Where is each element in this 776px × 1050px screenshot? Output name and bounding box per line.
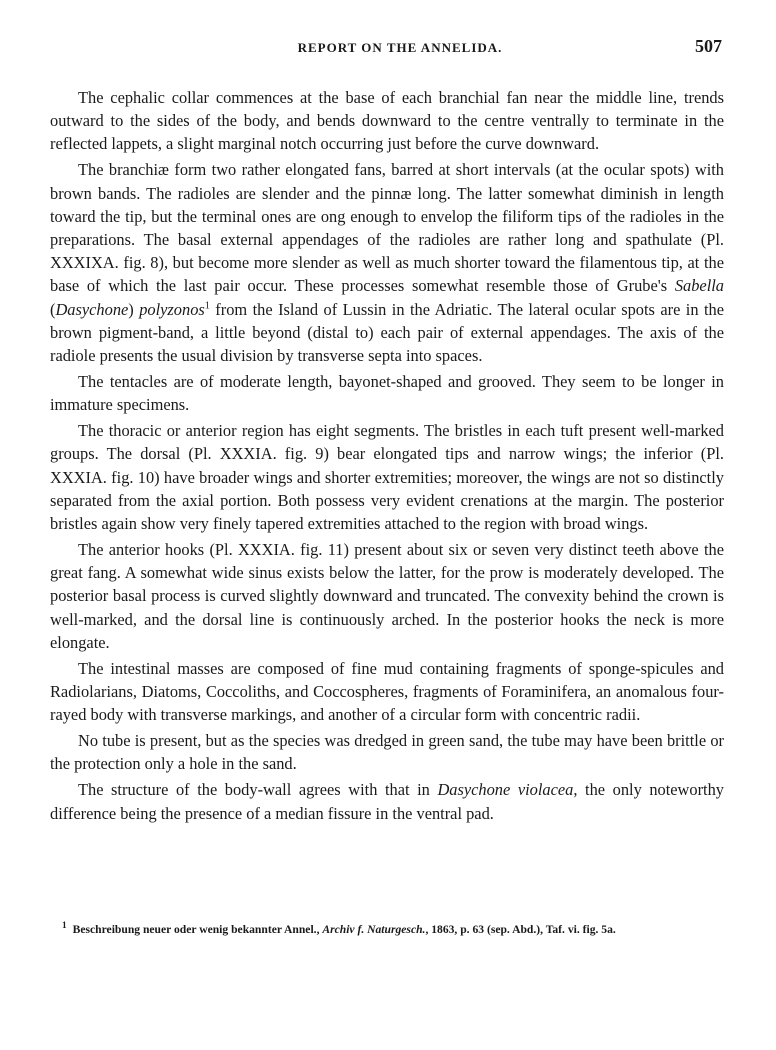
taxon-name: Dasychone	[55, 299, 129, 319]
body-text	[50, 86, 724, 828]
paragraph-branchiae	[50, 158, 724, 367]
paragraph-text: from the Island of Lussin in the Adriatic. The lateral ocular spots are in the brown pigment-band, a little beyond (distal to) each pair of external appendages. The axis of the radiole presents the usual division by transverse septa into spaces.	[50, 299, 724, 366]
page-number: 507	[695, 36, 722, 56]
paragraph-tentacles: The tentacles are of moderate length, bayonet-shaped and grooved. They seem to be longer in immature specimens.	[50, 372, 724, 415]
footnote-journal: Archiv f. Naturgesch.	[322, 923, 426, 936]
paragraph-text: )	[128, 299, 140, 319]
paragraph-intestinal-masses: The intestinal masses are composed of fine mud containing fragments of sponge-spicules and Radiolarians, Diatoms, Coccoliths, and Coccospheres, fragments of Foraminifera, an anomalous four-rayed body with transverse markings, and another of a circular form with concentric radii.	[50, 658, 724, 725]
paragraph-anterior-hooks: The anterior hooks (Pl. XXXIA. fig. 11) present about six or seven very distinct teeth above the great fang. A somewhat wide sinus exists below the latter, for the prow is moderately developed. The posterior basal process is curved slightly downward and truncated. The convexity behind the crown is well-marked, and the dorsal line is continuously arched. In the posterior hooks the neck is more elongate.	[50, 540, 724, 652]
paragraph-tube: No tube is present, but as the species was dredged in green sand, the tube may have been brittle or the protection only a hole in the sand.	[50, 731, 724, 774]
taxon-name: Sabella	[674, 276, 724, 296]
paragraph-text: The structure of the body-wall agrees with that in	[78, 780, 438, 800]
footnote-text: Beschreibung neuer oder wenig bekannter Annel.,	[72, 923, 323, 936]
running-header	[78, 36, 722, 62]
footnote-marker: 1	[62, 921, 67, 932]
taxon-name: polyzonos	[139, 299, 205, 319]
paragraph-text: (	[50, 299, 56, 319]
footnote-reference[interactable]: 1	[204, 300, 210, 312]
paragraph-cephalic-collar: The cephalic collar commences at the base of each branchial fan near the middle line, trends outward to the sides of the body, and bends downward to the centre ventrally to terminate in the reflected lappets, a slight marginal notch occurring just before the curve downward.	[50, 88, 724, 154]
running-head-title: REPORT ON THE ANNELIDA.	[297, 40, 503, 55]
taxon-name: Dasychone violacea	[437, 780, 574, 800]
paragraph-text: The branchiæ form two rather elongated fans, barred at short intervals (at the ocular spots) with brown bands. The radioles are slender and the pinnæ long. The latter somewhat diminish in length toward the tip, but the terminal ones are ong enough to envelop the filiform tips of the radioles in the preparations. The basal external appendages of the radioles are rather long and spathulate (Pl. XXXIXA. fig. 8), but become more slender as well as much shorter toward the filamentous tip, at the base of which the last pair occur. These processes somewhat resemble those of Grube's	[50, 160, 724, 296]
footnote	[50, 919, 724, 940]
footnote-text: , 1863, p. 63 (sep. Abd.), Taf. vi. fig. 5a.	[425, 923, 616, 936]
paragraph-body-wall	[50, 778, 724, 824]
paragraph-text: , the only noteworthy difference being the presence of a median fissure in the ventral pad.	[50, 780, 724, 823]
paragraph-thoracic-region: The thoracic or anterior region has eight segments. The bristles in each tuft present well-marked groups. The dorsal (Pl. XXXIA. fig. 9) bear elongated tips and narrow wings; the inferior (Pl. XXXIA. fig. 10) have broader wings and shorter extremities; moreover, the wings are not so distinctly separated from the axial portion. Both possess very evident crenations at the margin. The posterior bristles again show very finely tapered extremities attached to the region with broad wings.	[50, 421, 724, 534]
